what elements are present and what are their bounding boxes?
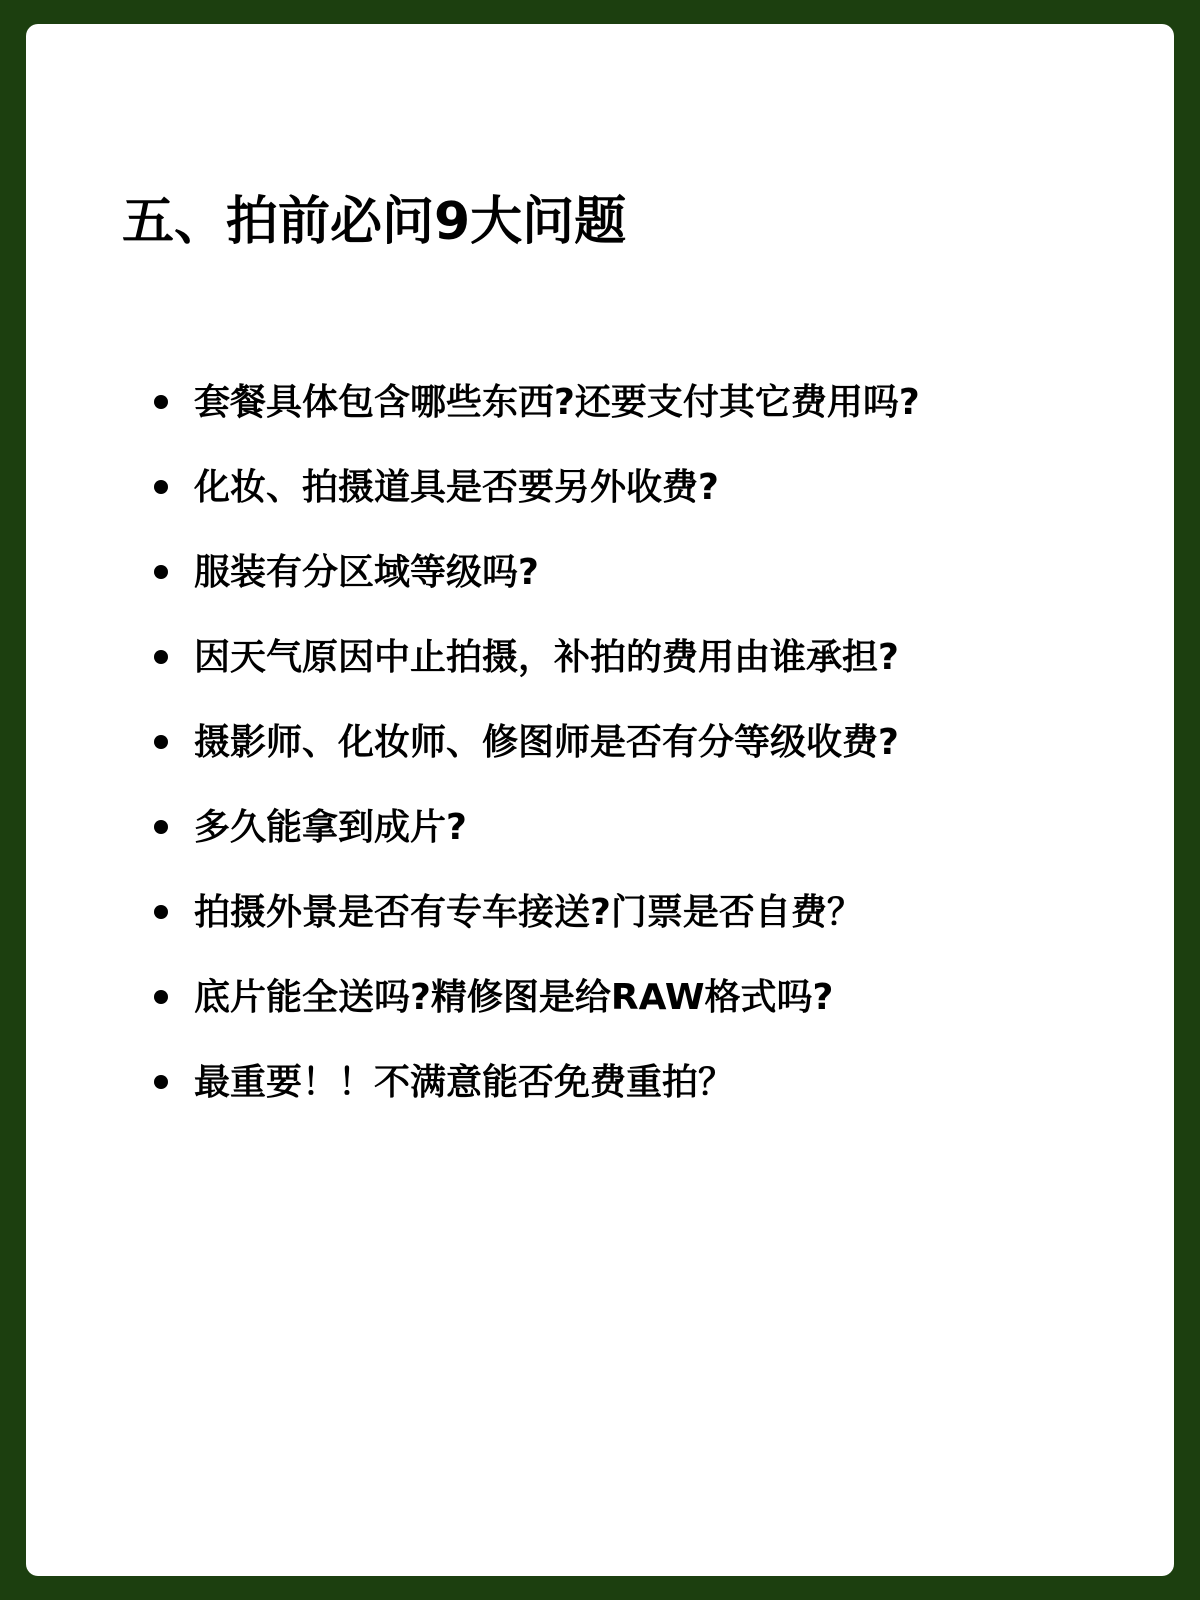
bullet-icon (154, 395, 168, 409)
bullet-icon (154, 1075, 168, 1089)
question-text: 套餐具体包含哪些东西?还要支付其它费用吗? (194, 382, 920, 423)
bullet-icon (154, 990, 168, 1004)
question-text: 多久能拿到成片? (194, 807, 467, 848)
bullet-icon (154, 735, 168, 749)
question-text: 底片能全送吗?精修图是给RAW格式吗? (194, 977, 834, 1018)
question-item-1 (146, 379, 920, 464)
question-item-7 (146, 889, 920, 974)
bullet-icon (154, 650, 168, 664)
question-text: 摄影师、化妆师、修图师是否有分等级收费? (194, 722, 899, 763)
bullet-icon (154, 820, 168, 834)
bullet-icon (154, 480, 168, 494)
question-item-8 (146, 974, 920, 1059)
content-card (26, 24, 1174, 1576)
bullet-icon (154, 565, 168, 579)
bullet-icon (154, 905, 168, 919)
question-item-9 (146, 1059, 920, 1144)
question-text: 拍摄外景是否有专车接送?门票是否自费？ (194, 892, 863, 933)
question-list (146, 379, 920, 1144)
question-item-6 (146, 804, 920, 889)
question-item-2 (146, 464, 920, 549)
question-item-5 (146, 719, 920, 804)
question-text: 因天气原因中止拍摄，补拍的费用由谁承担? (194, 637, 899, 678)
question-item-3 (146, 549, 920, 634)
question-text: 服装有分区域等级吗? (194, 552, 539, 593)
question-text: 最重要！！不满意能否免费重拍？ (194, 1062, 735, 1103)
page-title: 五、拍前必问9大问题 (122, 192, 627, 252)
question-item-4 (146, 634, 920, 719)
question-text: 化妆、拍摄道具是否要另外收费? (194, 467, 719, 508)
